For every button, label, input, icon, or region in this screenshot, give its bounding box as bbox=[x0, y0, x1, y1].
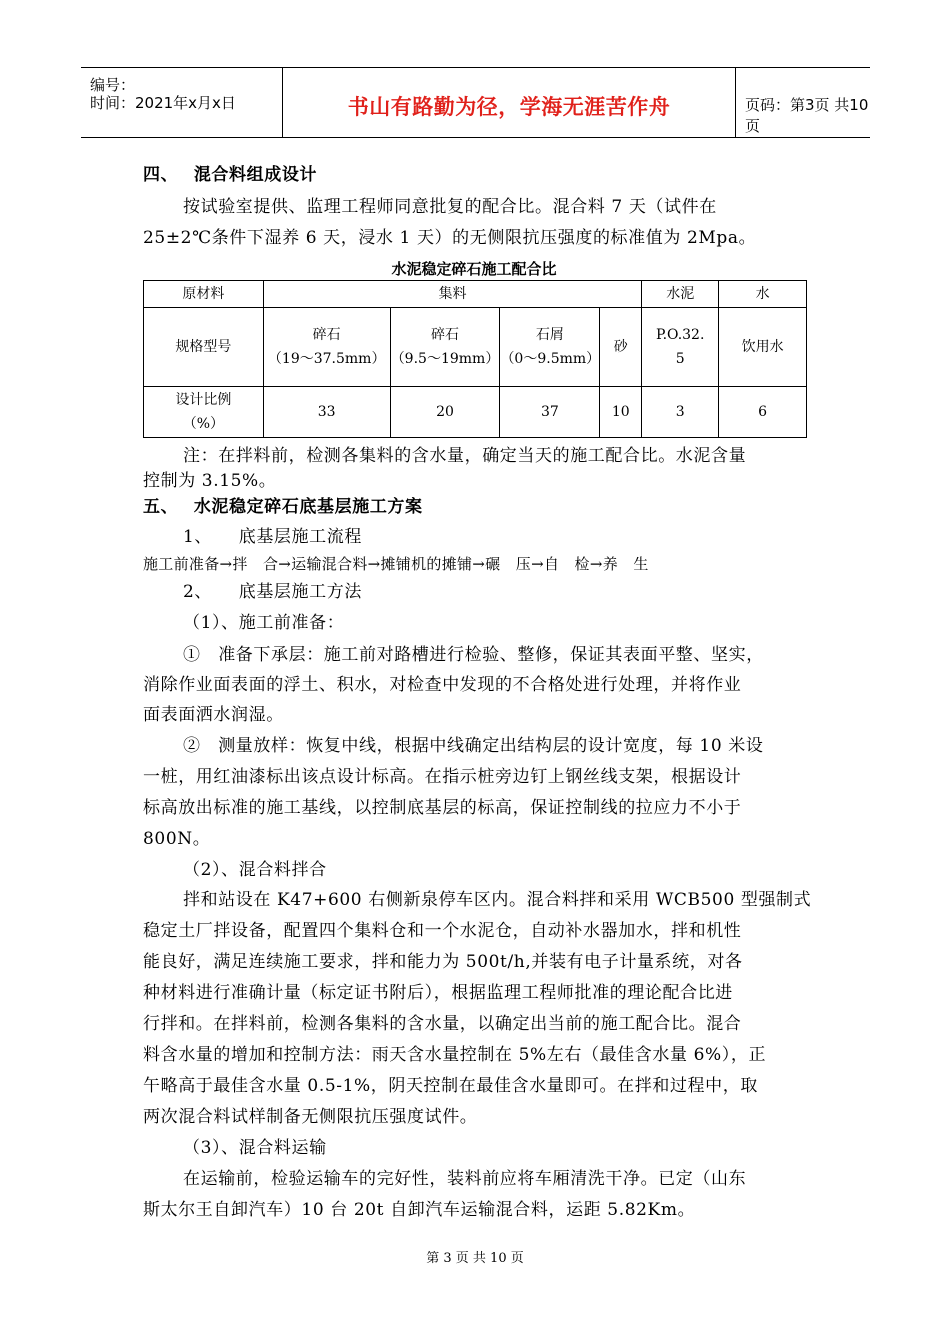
table-cell: 20 bbox=[390, 387, 500, 438]
header-motto-cell bbox=[283, 68, 736, 137]
table-cell bbox=[719, 308, 807, 387]
paragraph-line: 稳定土厂拌设备，配置四个集料仓和一个水泥仓，自动补水器加水，拌和机性 bbox=[143, 921, 742, 941]
table-cell bbox=[642, 308, 719, 387]
paragraph-line: 能良好，满足连续施工要求，拌和能力为 500t/h,并装有电子计量系统，对各 bbox=[143, 952, 743, 972]
page-number-label: 页码：第3页 共10页 bbox=[745, 96, 869, 135]
process-flow: 施工前准备→拌 合→运输混合料→摊铺机的摊铺→碾 压→自 检→养 生 bbox=[143, 555, 649, 573]
cell-line: （19～37.5mm） bbox=[267, 351, 386, 367]
paragraph-line: 800N。 bbox=[143, 829, 211, 849]
header-page-cell bbox=[736, 68, 870, 137]
paragraph-line: ② 测量放样：恢复中线，根据中线确定出结构层的设计宽度，每 10 米设 bbox=[183, 736, 764, 756]
motto-text: 书山有路勤为径，学海无涯苦作舟 bbox=[347, 95, 671, 119]
paragraph-line: 按试验室提供、监理工程师同意批复的配合比。混合料 7 天（试件在 bbox=[183, 197, 717, 217]
table-row bbox=[144, 308, 807, 387]
paragraph-line: 两次混合料试样制备无侧限抗压强度试件。 bbox=[143, 1107, 478, 1127]
page-footer: 第 3 页 共 10 页 bbox=[426, 1251, 524, 1266]
table-cell bbox=[263, 308, 390, 387]
paragraph-line: 消除作业面表面的浮土、积水，对检查中发现的不合格处进行处理，并将作业 bbox=[143, 675, 742, 695]
cell-line: 碎石 bbox=[431, 327, 460, 343]
paragraph-line: 斯太尔王自卸汽车）10 台 20t 自卸汽车运输混合料，运距 5.82Km。 bbox=[143, 1200, 696, 1220]
cell-line: 碎石 bbox=[312, 327, 341, 343]
section-4-heading: 四、 混合料组成设计 bbox=[143, 165, 318, 185]
table-cell: 37 bbox=[500, 387, 600, 438]
table-cell: 3 bbox=[642, 387, 719, 438]
cell-line: （%） bbox=[182, 416, 225, 432]
paragraph-line: 拌和站设在 K47+600 右侧新泉停车区内。混合料拌和采用 WCB500 型强制式 bbox=[183, 890, 812, 910]
subsection-heading: （3）、混合料运输 bbox=[183, 1138, 327, 1158]
table-cell: 10 bbox=[600, 387, 642, 438]
cell-line: 石屑 bbox=[535, 327, 564, 343]
table-note-line: 控制为 3.15%。 bbox=[143, 471, 277, 491]
paragraph-line: 种材料进行准确计量（标定证书附后），根据监理工程师批准的理论配合比进 bbox=[143, 983, 733, 1003]
paragraph-line: 料含水量的增加和控制方法：雨天含水量控制在 5%左右（最佳含水量 6%），正 bbox=[143, 1045, 767, 1065]
page-header bbox=[81, 67, 870, 138]
table-cell: 33 bbox=[263, 387, 390, 438]
table-header-cell: 水 bbox=[719, 281, 807, 308]
paragraph-line: ① 准备下承层：施工前对路槽进行检验、整修，保证其表面平整、坚实， bbox=[183, 645, 764, 665]
table-cell bbox=[600, 308, 642, 387]
subsection-heading: （2）、混合料拌合 bbox=[183, 860, 327, 880]
table-caption: 水泥稳定碎石施工配合比 bbox=[391, 260, 557, 278]
paragraph-line: 25±2℃条件下湿养 6 天，浸水 1 天）的无侧限抗压强度的标准值为 2Mpa。 bbox=[143, 228, 757, 248]
header-info-cell bbox=[81, 68, 283, 137]
table-header-cell: 水泥 bbox=[642, 281, 719, 308]
table-note-line: 注：在拌料前，检测各集料的含水量，确定当天的施工配合比。水泥含量 bbox=[183, 446, 747, 466]
table-row bbox=[144, 281, 807, 308]
document-number-label: 编号： bbox=[90, 76, 136, 94]
paragraph-line: 一桩，用红油漆标出该点设计标高。在指示桩旁边钉上钢丝线支架，根据设计 bbox=[143, 767, 742, 787]
paragraph-line: 标高放出标准的施工基线，以控制底基层的标高，保证控制线的拉应力不小于 bbox=[143, 798, 742, 818]
cell-line: 饮用水 bbox=[741, 339, 784, 355]
cell-line: （9.5～19mm） bbox=[390, 351, 500, 367]
subsection-heading: （1）、施工前准备： bbox=[183, 613, 345, 633]
cell-line: 5 bbox=[675, 351, 685, 367]
paragraph-line: 午略高于最佳含水量 0.5-1%，阴天控制在最佳含水量即可。在拌和过程中，取 bbox=[143, 1076, 758, 1096]
mix-proportion-table bbox=[143, 280, 807, 438]
subsection-heading: 1、 底基层施工流程 bbox=[183, 527, 362, 547]
paragraph-line: 行拌和。在拌料前，检测各集料的含水量，以确定出当前的施工配合比。混合 bbox=[143, 1014, 742, 1034]
table-header-cell: 集料 bbox=[263, 281, 641, 308]
table-row-label bbox=[144, 387, 264, 438]
table-cell bbox=[390, 308, 500, 387]
table-cell: 6 bbox=[719, 387, 807, 438]
paragraph-line: 在运输前，检验运输车的完好性，装料前应将车厢清洗干净。已定（山东 bbox=[183, 1169, 747, 1189]
cell-line: 砂 bbox=[613, 339, 628, 355]
table-cell bbox=[500, 308, 600, 387]
table-header-cell: 原材料 bbox=[144, 281, 264, 308]
document-date-label: 时间：2021年x月x日 bbox=[90, 94, 236, 112]
cell-line: 设计比例 bbox=[175, 392, 232, 408]
section-5-heading: 五、 水泥稳定碎石底基层施工方案 bbox=[143, 497, 423, 517]
table-row bbox=[144, 387, 807, 438]
subsection-heading: 2、 底基层施工方法 bbox=[183, 582, 362, 602]
table-row-label: 规格型号 bbox=[144, 308, 264, 387]
cell-line: P.O.32. bbox=[656, 327, 705, 343]
paragraph-line: 面表面洒水润湿。 bbox=[143, 705, 284, 725]
cell-line: （0～9.5mm） bbox=[500, 351, 601, 367]
